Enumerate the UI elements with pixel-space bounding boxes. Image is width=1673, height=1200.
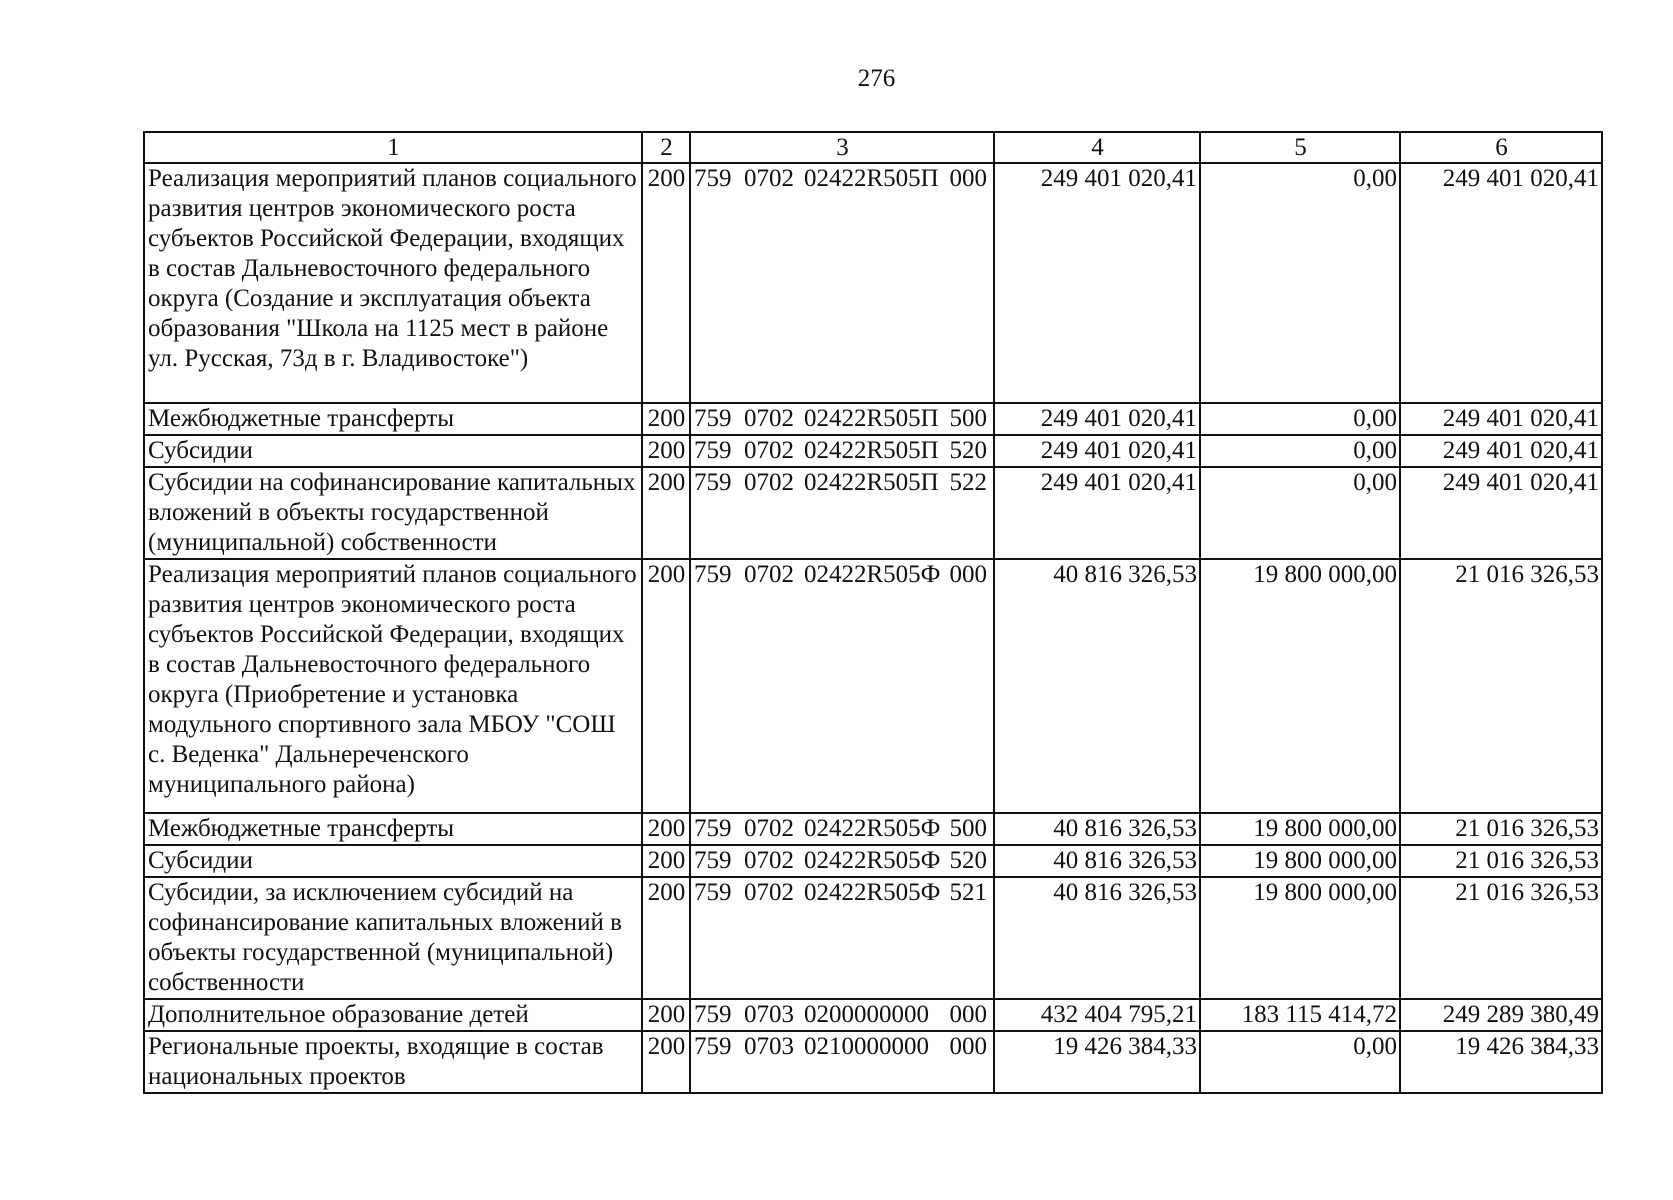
row-code-type: 500 <box>949 815 987 842</box>
column-header: 4 <box>994 132 1200 163</box>
row-code-target: 02422R505Ф <box>804 815 941 842</box>
row-amount-total: 432 404 795,21 <box>994 999 1200 1031</box>
budget-table <box>143 131 1603 1094</box>
row-amount-regional: 249 401 020,41 <box>1400 163 1602 403</box>
row-code-admin: 200 <box>642 403 690 435</box>
row-code-ved: 759 <box>694 815 732 842</box>
row-code-type: 000 <box>949 165 987 192</box>
table-row <box>144 845 1602 877</box>
row-code-section: 0702 <box>744 437 794 464</box>
row-amount-federal: 19 800 000,00 <box>1200 845 1400 877</box>
row-amount-regional: 19 426 384,33 <box>1400 1031 1602 1093</box>
row-name: Субсидии <box>144 845 642 877</box>
table-row <box>144 999 1602 1031</box>
row-code <box>690 467 994 559</box>
row-code-section: 0702 <box>744 561 794 588</box>
row-code-ved: 759 <box>694 1033 732 1060</box>
row-amount-regional: 249 401 020,41 <box>1400 467 1602 559</box>
row-code-section: 0703 <box>744 1001 794 1028</box>
row-code-ved: 759 <box>694 879 732 906</box>
row-code-admin: 200 <box>642 1031 690 1093</box>
row-name: Реализация мероприятий планов социального развития центров экономического роста субъектов Российской Федерации, входящих в состав Дальневосточного федерального округа (Создание и эксплуатация объекта образования "Школа на 1125 мест в районе ул. Русская, 73д в г. Владивостоке") <box>144 163 642 403</box>
row-code-type: 500 <box>949 405 987 432</box>
row-amount-regional: 249 401 020,41 <box>1400 435 1602 467</box>
row-code-type: 522 <box>949 469 987 496</box>
row-code-admin: 200 <box>642 467 690 559</box>
row-name: Межбюджетные трансферты <box>144 813 642 845</box>
row-code-section: 0702 <box>744 469 794 496</box>
row-code-ved: 759 <box>694 405 732 432</box>
column-header: 2 <box>642 132 690 163</box>
column-header: 6 <box>1400 132 1602 163</box>
table-row <box>144 559 1602 813</box>
row-code-section: 0702 <box>744 879 794 906</box>
table-header-row <box>144 132 1602 163</box>
row-code-ved: 759 <box>694 1001 732 1028</box>
row-code-admin: 200 <box>642 813 690 845</box>
row-code <box>690 163 994 403</box>
row-code <box>690 1031 994 1093</box>
table-row <box>144 1031 1602 1093</box>
row-name: Субсидии, за исключением субсидий на софинансирование капитальных вложений в объекты государственной (муниципальной) собственности <box>144 877 642 999</box>
row-code-ved: 759 <box>694 469 732 496</box>
row-code-section: 0703 <box>744 1033 794 1060</box>
table-row <box>144 403 1602 435</box>
row-code-ved: 759 <box>694 165 732 192</box>
row-amount-federal: 0,00 <box>1200 467 1400 559</box>
row-amount-regional: 21 016 326,53 <box>1400 877 1602 999</box>
row-amount-federal: 19 800 000,00 <box>1200 559 1400 813</box>
row-code <box>690 559 994 813</box>
row-amount-total: 40 816 326,53 <box>994 559 1200 813</box>
row-code-target: 02422R505П <box>804 469 939 496</box>
row-code-type: 000 <box>949 1033 987 1060</box>
row-code-target: 0200000000 <box>804 1001 929 1028</box>
row-code-section: 0702 <box>744 815 794 842</box>
row-code-section: 0702 <box>744 405 794 432</box>
row-code-target: 02422R505П <box>804 165 939 192</box>
row-code-ved: 759 <box>694 847 732 874</box>
row-amount-federal: 0,00 <box>1200 435 1400 467</box>
row-code-admin: 200 <box>642 845 690 877</box>
row-amount-total: 40 816 326,53 <box>994 877 1200 999</box>
row-amount-federal: 0,00 <box>1200 1031 1400 1093</box>
row-name: Субсидии <box>144 435 642 467</box>
row-name: Субсидии на софинансирование капитальных вложений в объекты государственной (муниципальной) собственности <box>144 467 642 559</box>
row-amount-total: 249 401 020,41 <box>994 467 1200 559</box>
column-header: 5 <box>1200 132 1400 163</box>
row-code <box>690 403 994 435</box>
row-amount-federal: 19 800 000,00 <box>1200 877 1400 999</box>
page-number: 276 <box>857 65 896 92</box>
row-code-admin: 200 <box>642 163 690 403</box>
row-amount-federal: 19 800 000,00 <box>1200 813 1400 845</box>
row-amount-regional: 249 401 020,41 <box>1400 403 1602 435</box>
table-row <box>144 877 1602 999</box>
row-amount-federal: 0,00 <box>1200 403 1400 435</box>
row-amount-federal: 183 115 414,72 <box>1200 999 1400 1031</box>
row-code-ved: 759 <box>694 437 732 464</box>
row-name: Дополнительное образование детей <box>144 999 642 1031</box>
row-code-admin: 200 <box>642 877 690 999</box>
row-code-type: 520 <box>949 847 987 874</box>
row-code <box>690 813 994 845</box>
row-name: Межбюджетные трансферты <box>144 403 642 435</box>
row-code-section: 0702 <box>744 847 794 874</box>
row-code-type: 521 <box>949 879 987 906</box>
column-header: 1 <box>144 132 642 163</box>
row-amount-regional: 21 016 326,53 <box>1400 813 1602 845</box>
row-amount-regional: 249 289 380,49 <box>1400 999 1602 1031</box>
table-row <box>144 813 1602 845</box>
row-code-target: 02422R505Ф <box>804 879 941 906</box>
row-amount-regional: 21 016 326,53 <box>1400 845 1602 877</box>
row-code-type: 520 <box>949 437 987 464</box>
row-code-admin: 200 <box>642 999 690 1031</box>
row-code-type: 000 <box>949 1001 987 1028</box>
table-row <box>144 163 1602 403</box>
row-code-section: 0702 <box>744 165 794 192</box>
row-code <box>690 845 994 877</box>
row-code-ved: 759 <box>694 561 732 588</box>
row-name: Региональные проекты, входящие в состав национальных проектов <box>144 1031 642 1093</box>
row-code-target: 0210000000 <box>804 1033 929 1060</box>
table-row <box>144 467 1602 559</box>
row-code <box>690 999 994 1031</box>
row-amount-total: 249 401 020,41 <box>994 403 1200 435</box>
row-name: Реализация мероприятий планов социального развития центров экономического роста субъектов Российской Федерации, входящих в состав Дальневосточного федерального округа (Приобретение и установка модульного спортивного зала МБОУ "СОШ с. Веденка" Дальнереченского муниципального района) <box>144 559 642 813</box>
row-code-type: 000 <box>949 561 987 588</box>
column-header: 3 <box>690 132 994 163</box>
table-row <box>144 435 1602 467</box>
row-code <box>690 435 994 467</box>
row-amount-total: 19 426 384,33 <box>994 1031 1200 1093</box>
row-code-target: 02422R505Ф <box>804 847 941 874</box>
row-amount-total: 249 401 020,41 <box>994 435 1200 467</box>
row-amount-federal: 0,00 <box>1200 163 1400 403</box>
row-code-admin: 200 <box>642 559 690 813</box>
row-code-target: 02422R505Ф <box>804 561 941 588</box>
row-code-admin: 200 <box>642 435 690 467</box>
row-code <box>690 877 994 999</box>
row-code-target: 02422R505П <box>804 437 939 464</box>
row-code-target: 02422R505П <box>804 405 939 432</box>
row-amount-total: 249 401 020,41 <box>994 163 1200 403</box>
row-amount-total: 40 816 326,53 <box>994 845 1200 877</box>
row-amount-total: 40 816 326,53 <box>994 813 1200 845</box>
row-amount-regional: 21 016 326,53 <box>1400 559 1602 813</box>
